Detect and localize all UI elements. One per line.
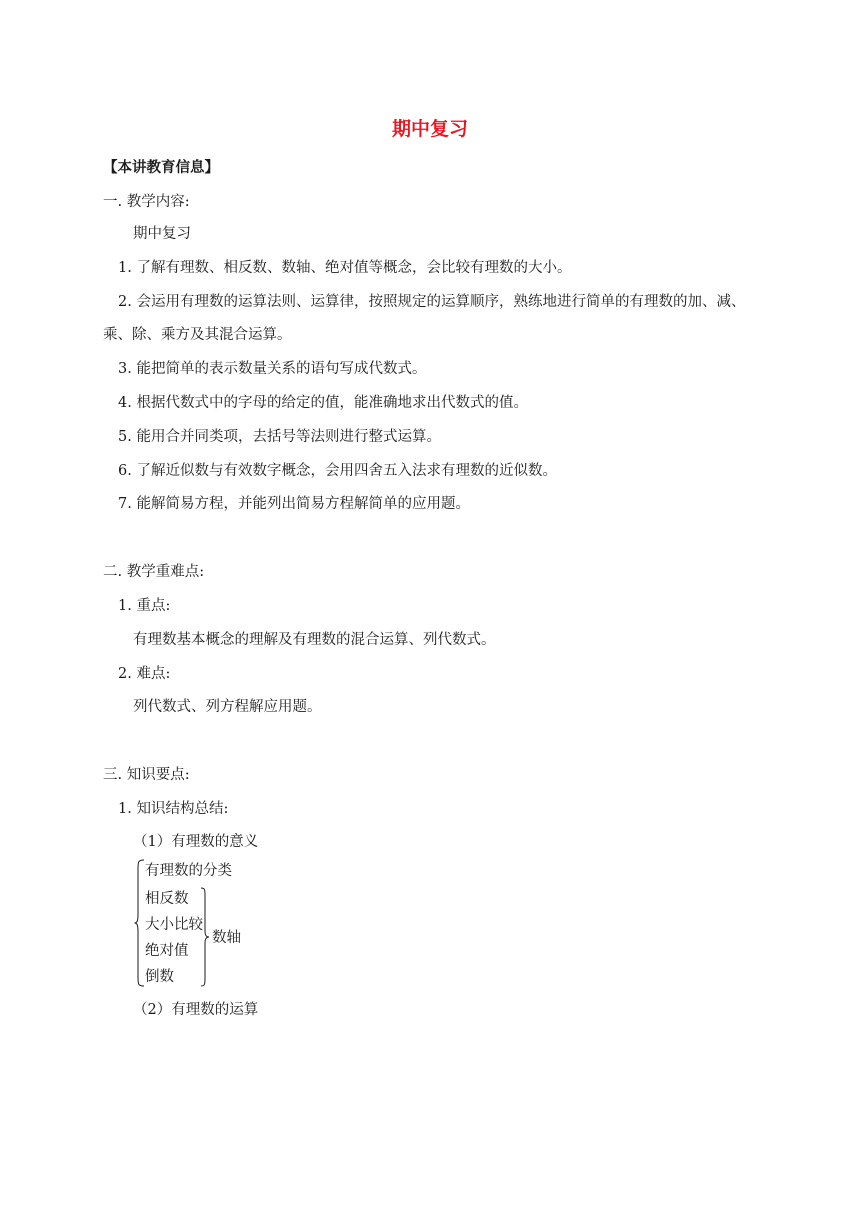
section-one-subtitle: 期中复习 — [133, 226, 191, 242]
difficult-point-text: 列代数式、列方程解应用题。 — [133, 699, 322, 715]
tree-item: 有理数的分类 — [145, 863, 232, 879]
objective-item: 6. 了解近似数与有效数字概念，会用四舍五入法求有理数的近似数。 — [118, 463, 557, 479]
tree-item: 大小比较 — [145, 917, 203, 933]
key-point-text: 有理数基本概念的理解及有理数的混合运算、列代数式。 — [133, 632, 496, 648]
key-point-label: 1. 重点: — [118, 598, 171, 614]
objective-item: 4. 根据代数式中的字母的给定的值，能准确地求出代数式的值。 — [118, 395, 528, 411]
part-two-label: （2）有理数的运算 — [133, 1002, 259, 1018]
tree-item: 倒数 — [145, 969, 174, 985]
section-two-heading: 二. 教学重难点: — [103, 564, 205, 580]
page-title: 期中复习 — [391, 118, 468, 140]
info-header: 【本讲教育信息】 — [103, 160, 219, 176]
objective-item: 2. 会运用有理数的运算法则、运算律，按照规定的运算顺序，熟练地进行简单的有理数的加、减、 — [118, 294, 746, 310]
knowledge-structure-label: 1. 知识结构总结: — [118, 801, 229, 817]
objective-item: 1. 了解有理数、相反数、数轴、绝对值等概念，会比较有理数的大小。 — [118, 260, 572, 276]
objective-item: 5. 能用合并同类项，去括号等法则进行整式运算。 — [118, 429, 441, 445]
tree-item: 相反数 — [145, 891, 189, 907]
tree-item: 绝对值 — [145, 943, 189, 959]
tree-group-label: 数轴 — [212, 930, 241, 946]
section-three-heading: 三. 知识要点: — [103, 767, 190, 783]
section-one-heading: 一. 教学内容: — [103, 194, 190, 210]
objective-item: 3. 能把简单的表示数量关系的语句写成代数式。 — [118, 361, 427, 377]
part-one-label: （1）有理数的意义 — [133, 834, 259, 850]
difficult-point-label: 2. 难点: — [118, 666, 171, 682]
objective-item: 7. 能解简易方程，并能列出简易方程解简单的应用题。 — [118, 496, 470, 512]
right-brace-icon — [200, 887, 210, 987]
objective-item-continuation: 乘、除、乘方及其混合运算。 — [103, 327, 292, 343]
